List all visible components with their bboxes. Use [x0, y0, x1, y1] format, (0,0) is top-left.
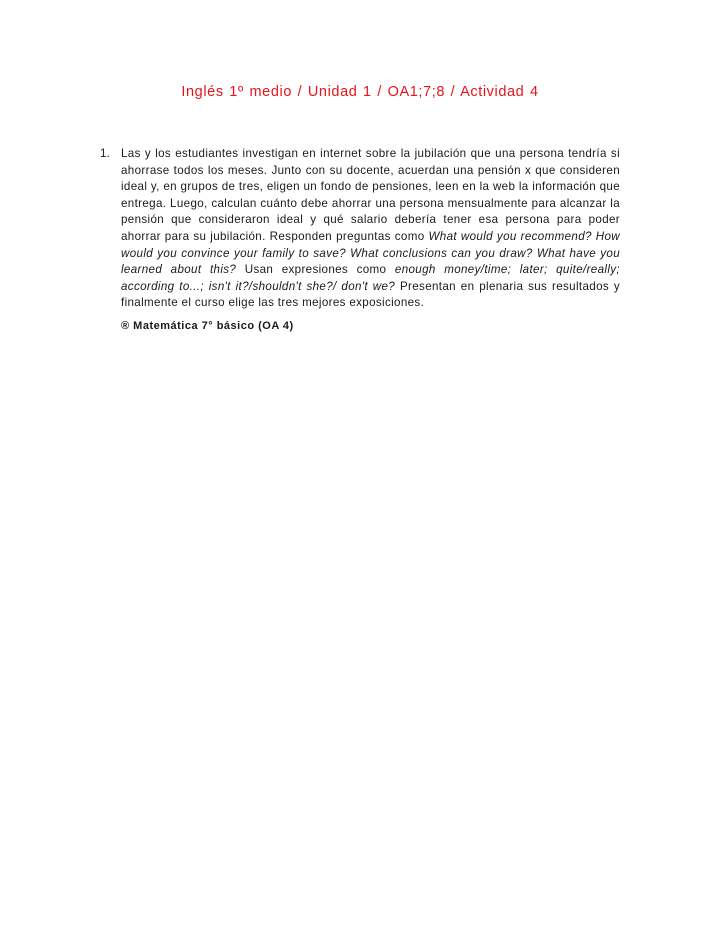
subject-crosslink: ® Matemática 7° básico (OA 4) [121, 319, 294, 332]
description-text-part1: Las y los estudiantes investigan en internet sobre la jubilación que una persona tendría si ahorrase todos los meses. Junto con su docente, acuerdan una pensión x que consideren ideal y, en grupos de tres, eligen un fondo de pensiones, leen en la web la información que entrega. Luego, calculan cuánto debe ahorrar una persona mensualmente para alcanzar la pensión que consideraron ideal y qué salario debería tener esa persona para poder ahorrar para su jubilación. Responden preguntas como [121, 147, 620, 243]
example-expressions: enough money/time; later; quite/really; according to...; isn't it?/shouldn't she?/ don't we? [121, 263, 620, 293]
item-number: 1. [100, 147, 110, 160]
activity-description [121, 146, 620, 312]
example-questions: What would you recommend? How would you convince your family to save? What conclusions can you draw? What have you learned about this? [121, 229, 620, 277]
page-title: Inglés 1º medio / Unidad 1 / OA1;7;8 / Actividad 4 [181, 84, 539, 100]
activity-item [100, 146, 620, 332]
description-text-part2: Usan expresiones como [244, 263, 387, 277]
description-text-part3: Presentan en plenaria sus resultados y finalmente el curso elige las tres mejores exposiciones. [121, 279, 621, 310]
